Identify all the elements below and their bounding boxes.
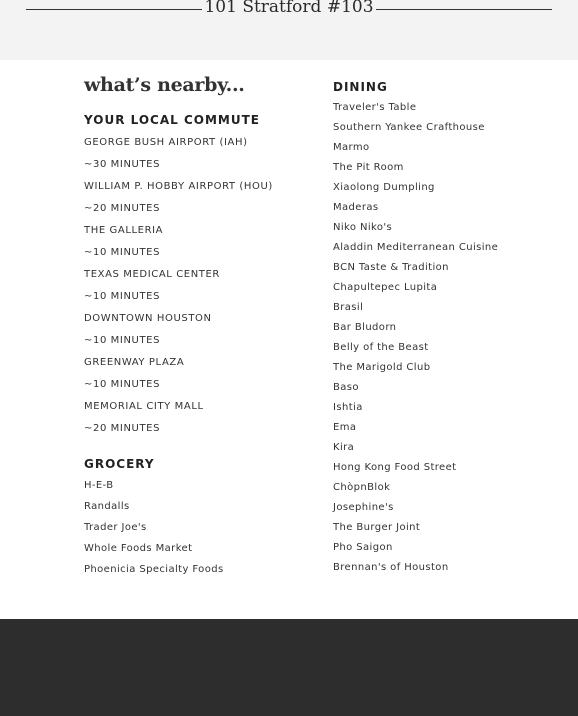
list-item: ~10 MINUTES (84, 335, 161, 346)
list-item: GEORGE BUSH AIRPORT (IAH) (84, 137, 248, 148)
list-item: Whole Foods Market (84, 543, 193, 554)
list-item: ~10 MINUTES (84, 379, 161, 390)
page-header (0, 0, 578, 60)
list-item: Josephine's (333, 502, 394, 513)
list-item: MEMORIAL CITY MALL (84, 401, 204, 412)
nearby-title: what’s nearby... (84, 74, 245, 96)
list-item: ~10 MINUTES (84, 291, 161, 302)
list-item: Xiaolong Dumpling (333, 182, 435, 193)
header-rule-right (376, 9, 552, 10)
dining-heading: DINING (333, 80, 388, 94)
list-item: Marmo (333, 142, 370, 153)
list-item: Ema (333, 422, 357, 433)
list-item: The Marigold Club (333, 362, 431, 373)
header-rule-left (26, 9, 202, 10)
list-item: The Pit Room (333, 162, 404, 173)
list-item: Kira (333, 442, 355, 453)
list-item: Phoenicia Specialty Foods (84, 564, 224, 575)
list-item: Pho Saigon (333, 542, 393, 553)
list-item: Maderas (333, 202, 379, 213)
grocery-heading: GROCERY (84, 457, 155, 471)
page-title: 101 Stratford #103 (204, 0, 374, 17)
list-item: ~20 MINUTES (84, 423, 161, 434)
list-item: Brasil (333, 302, 364, 313)
list-item: H-E-B (84, 480, 114, 491)
list-item: WILLIAM P. HOBBY AIRPORT (HOU) (84, 181, 273, 192)
left-column (84, 70, 314, 575)
list-item: ~30 MINUTES (84, 159, 161, 170)
list-item: TEXAS MEDICAL CENTER (84, 269, 220, 280)
list-item: Baso (333, 382, 359, 393)
dining-list (333, 101, 498, 581)
list-item: Brennan's of Houston (333, 562, 449, 573)
list-item: ~10 MINUTES (84, 247, 161, 258)
list-item: THE GALLERIA (84, 225, 164, 236)
list-item: Niko Niko's (333, 222, 393, 233)
list-item: Hong Kong Food Street (333, 462, 457, 473)
grocery-list (84, 479, 224, 584)
list-item: Aladdin Mediterranean Cuisine (333, 242, 499, 253)
list-item: Trader Joe's (84, 522, 147, 533)
commute-list (84, 136, 273, 444)
list-item: Chapultepec Lupita (333, 282, 438, 293)
page-footer (0, 619, 578, 716)
list-item: Ishtia (333, 402, 363, 413)
commute-heading: YOUR LOCAL COMMUTE (84, 113, 260, 127)
list-item: The Burger Joint (333, 522, 421, 533)
list-item: Traveler's Table (333, 102, 417, 113)
list-item: BCN Taste & Tradition (333, 262, 449, 273)
list-item: ChòpnBlok (333, 482, 391, 493)
list-item: ~20 MINUTES (84, 203, 161, 214)
list-item: GREENWAY PLAZA (84, 357, 185, 368)
list-item: Belly of the Beast (333, 342, 429, 353)
list-item: Southern Yankee Crafthouse (333, 122, 485, 133)
list-item: Bar Bludorn (333, 322, 397, 333)
list-item: DOWNTOWN HOUSTON (84, 313, 212, 324)
list-item: Randalls (84, 501, 130, 512)
